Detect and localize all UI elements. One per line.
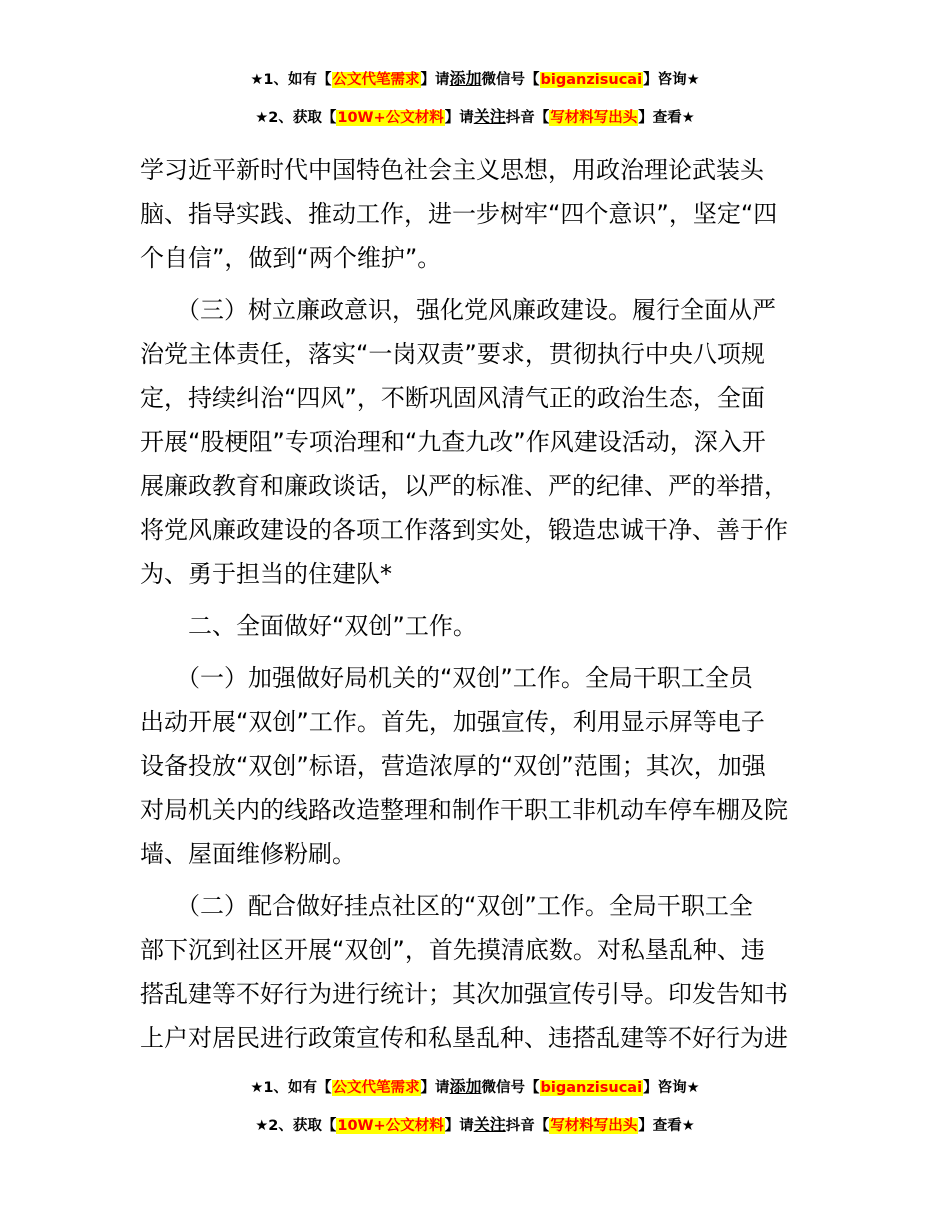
highlight-materials: 10W+公文材料	[337, 1118, 444, 1134]
highlight-douyin-id: 写材料写出头	[550, 110, 638, 126]
banner-text: 】请	[444, 110, 474, 126]
header-banner-line-2	[0, 106, 950, 129]
banner-text: 】查看★	[638, 1118, 695, 1134]
banner-text: 微信号【	[481, 1080, 540, 1096]
text-line: （三）树立廉政意识，强化党风廉政建设。履行全面从严	[140, 296, 776, 324]
text-line: 二、全面做好“双创”工作。	[140, 612, 477, 640]
banner-text: 】咨询★	[643, 1080, 700, 1096]
banner-text: ★1、如有【	[250, 1080, 332, 1096]
banner-text: 】查看★	[638, 110, 695, 126]
highlight-wechat-id: biganzisucai	[540, 1080, 643, 1096]
text-line: 对局机关内的线路改造整理和制作干职工非机动车停车棚及院	[140, 796, 788, 824]
highlight-service: 公文代笔需求	[332, 72, 420, 88]
text-line: 开展“股梗阻”专项治理和“九查九改”作风建设活动，深入开	[140, 428, 766, 456]
text-line: 脑、指导实践、推动工作，进一步树牢“四个意识”，坚定“四	[140, 200, 778, 228]
footer-banner-line-2	[0, 1114, 950, 1137]
banner-text: 】请	[420, 1080, 450, 1096]
text-line: 治党主体责任，落实“一岗双责”要求，贯彻执行中央八项规	[140, 340, 765, 368]
text-line: 将党风廉政建设的各项工作落到实处，锻造忠诚干净、善于作	[140, 516, 788, 544]
banner-text: 抖音【	[505, 110, 550, 126]
text-line: （一）加强做好局机关的“双创”工作。全局干职工全员	[140, 664, 753, 692]
banner-emphasis: 关注	[473, 107, 506, 126]
header-banner-line-1	[0, 68, 950, 91]
banner-text: 】咨询★	[643, 72, 700, 88]
banner-text: ★2、获取【	[255, 110, 337, 126]
paragraph	[140, 656, 820, 876]
banner-text: 】请	[444, 1118, 474, 1134]
text-line: 出动开展“双创”工作。首先，加强宣传，利用显示屏等电子	[140, 708, 765, 736]
banner-text: 抖音【	[505, 1118, 550, 1134]
banner-text: 】请	[420, 72, 450, 88]
text-line: 为、勇于担当的住建队*	[140, 560, 392, 588]
highlight-materials: 10W+公文材料	[337, 110, 444, 126]
paragraph	[140, 884, 820, 1060]
text-line: 学习近平新时代中国特色社会主义思想，用政治理论武装头	[140, 156, 764, 184]
text-line: 墙、屋面维修粉刷。	[140, 840, 356, 868]
highlight-douyin-id: 写材料写出头	[550, 1118, 638, 1134]
text-line: 设备投放“双创”标语，营造浓厚的“双创”范围；其次，加强	[140, 752, 766, 780]
paragraph	[140, 288, 820, 596]
banner-text: 微信号【	[481, 72, 540, 88]
banner-emphasis: 添加	[449, 1077, 482, 1096]
document-body	[140, 148, 820, 1060]
text-line: 定，持续纠治“四风”，不断巩固风清气正的政治生态，全面	[140, 384, 765, 412]
footer-banner-line-1	[0, 1076, 950, 1099]
paragraph	[140, 148, 820, 280]
banner-text: ★1、如有【	[250, 72, 332, 88]
section-heading	[140, 604, 820, 648]
text-line: 展廉政教育和廉政谈话，以严的标准、严的纪律、严的举措，	[140, 472, 788, 500]
highlight-service: 公文代笔需求	[332, 1080, 420, 1096]
text-line: 部下沉到社区开展“双创”，首先摸清底数。对私垦乱种、违	[140, 936, 765, 964]
text-line: （二）配合做好挂点社区的“双创”工作。全局干职工全	[140, 892, 753, 920]
banner-emphasis: 添加	[449, 69, 482, 88]
banner-emphasis: 关注	[473, 1115, 506, 1134]
text-line: 搭乱建等不好行为进行统计；其次加强宣传引导。印发告知书	[140, 980, 788, 1008]
banner-text: ★2、获取【	[255, 1118, 337, 1134]
text-line: 上户对居民进行政策宣传和私垦乱种、违搭乱建等不好行为进	[140, 1024, 788, 1052]
text-line: 个自信”，做到“两个维护”。	[140, 244, 442, 272]
highlight-wechat-id: biganzisucai	[540, 72, 643, 88]
